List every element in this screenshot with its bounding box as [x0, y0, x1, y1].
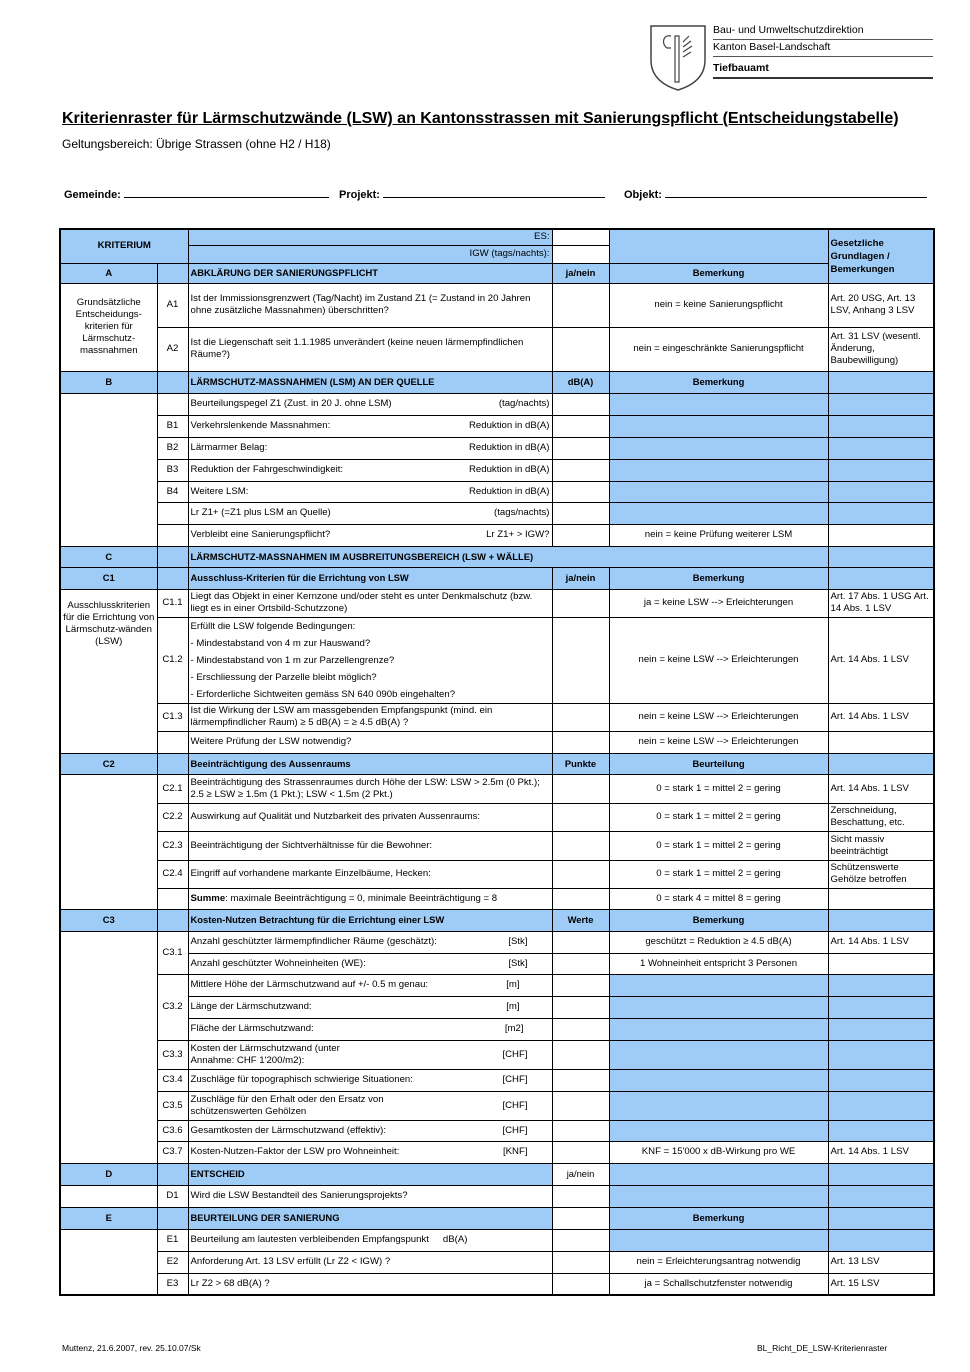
points-cell[interactable] — [552, 831, 609, 860]
row-id: B2 — [157, 437, 188, 459]
es-input[interactable] — [552, 229, 609, 245]
row-text: Lr Z2 > 68 dB(A) ? — [188, 1273, 552, 1295]
law-cell — [828, 1185, 934, 1207]
section-b-title: LÄRMSCHUTZ-MASSNAHMEN (LSM) AN DER QUELLE — [188, 371, 552, 393]
row-text-main: Lr Z1+ (=Z1 plus LSM an Quelle) — [190, 507, 331, 518]
row-text — [188, 996, 552, 1018]
law-cell — [828, 481, 934, 502]
row-text-main: Kosten-Nutzen-Faktor der LSW pro Wohneinheit: — [190, 1146, 400, 1157]
row-text — [188, 974, 552, 996]
row-text: Beeinträchtigung der Sichtverhältnisse für die Bewohner: — [188, 831, 552, 860]
value-cell[interactable] — [552, 393, 609, 415]
row-id: C1.2 — [157, 617, 188, 703]
row-unit: Reduktion in dB(A) — [468, 464, 550, 475]
value-cell[interactable] — [552, 1040, 609, 1069]
row-id: C1.1 — [157, 589, 188, 617]
row-text — [188, 459, 552, 481]
row-text-main: Reduktion der Fahrgeschwindigkeit: — [190, 464, 344, 475]
row-unit: Reduktion in dB(A) — [468, 420, 550, 431]
org-name-line1: Bau- und Umweltschutzdirektion — [713, 23, 933, 40]
row-unit: Reduktion in dB(A) — [468, 485, 550, 497]
remark-cell — [609, 481, 828, 502]
row-remark: nein = eingeschränkte Sanierungspflicht — [609, 327, 828, 371]
section-c3-bem: Bemerkung — [609, 909, 828, 931]
sum-text — [188, 888, 552, 909]
sum-description: : maximale Beeinträchtigung = 0, minimale Beeinträchtigung = 8 — [225, 892, 498, 904]
row-text: Weitere Prüfung der LSW notwendig? — [188, 731, 552, 753]
row-remark: KNF = 15'000 x dB-Wirkung pro WE — [609, 1141, 828, 1163]
basel-landschaft-crest-icon — [647, 22, 709, 92]
law-cell — [828, 888, 934, 909]
law-cell — [828, 1120, 934, 1141]
section-a-bem: Bemerkung — [609, 263, 828, 283]
row-law: Art. 20 USG, Art. 13 LSV, Anhang 3 LSV — [828, 283, 934, 327]
projekt-field[interactable] — [339, 186, 605, 201]
row-remark: 0 = stark 1 = mittel 2 = gering — [609, 831, 828, 860]
section-c1-col: ja/nein — [552, 567, 609, 589]
row-unit: dB(A) — [442, 1234, 468, 1245]
value-cell[interactable] — [552, 996, 609, 1018]
section-c1-bem: Bemerkung — [609, 567, 828, 589]
row-id — [157, 524, 188, 546]
gesetzliche-header: Gesetzliche Grundlagen / Bemerkungen — [828, 229, 934, 283]
row-id: C3.1 — [157, 931, 188, 974]
sum-label: Summe — [190, 892, 226, 904]
answer-cell[interactable] — [552, 1251, 609, 1273]
condition-item: - Mindestabstand von 1 m zur Parzellengrenze? — [190, 654, 395, 666]
value-cell[interactable] — [552, 974, 609, 996]
row-unit: [m2] — [504, 1023, 524, 1034]
row-unit: (tags/nachts) — [494, 507, 550, 518]
row-text-main: Anzahl geschützter Wohneinheiten (WE): — [190, 957, 366, 969]
law-cell — [828, 437, 934, 459]
row-remark: nein = keine Prüfung weiterer LSM — [609, 524, 828, 546]
remark-cell — [609, 459, 828, 481]
row-id: C1.3 — [157, 703, 188, 731]
value-cell[interactable] — [552, 1018, 609, 1040]
row-text — [188, 1040, 552, 1069]
org-name-line3: Tiefbauamt — [713, 61, 933, 79]
remark-cell — [609, 996, 828, 1018]
organization-block — [713, 23, 933, 79]
row-text: Beeinträchtigung des Strassenraumes durch Höhe der LSW: LSW > 2.5m (0 Pkt.); 2.5 ≥ LSW ≥ 1.5m (1 Pkt.); LSW < 1.5m (2 Pkt.) — [188, 774, 552, 803]
condition-intro: Erfüllt die LSW folgende Bedingungen: — [190, 620, 356, 632]
row-unit: [m] — [506, 1001, 520, 1012]
row-text-main: Zuschläge für den Erhalt oder den Ersatz von schützenswerten Gehölzen — [190, 1093, 384, 1117]
es-label: ES: — [188, 229, 552, 245]
row-id: B1 — [157, 415, 188, 437]
law-cell — [828, 1040, 934, 1069]
row-id: C3.5 — [157, 1091, 188, 1120]
row-remark: nein = keine LSW --> Erleichterungen — [609, 617, 828, 703]
row-text — [188, 953, 552, 974]
section-c3-code: C3 — [60, 909, 157, 931]
value-cell[interactable] — [552, 502, 609, 524]
row-text — [188, 437, 552, 459]
footer-date: Muttenz, 21.6.2007, rev. 25.10.07/Sk — [62, 1343, 201, 1353]
law-cell — [828, 953, 934, 974]
row-text — [188, 1091, 552, 1120]
row-id: B4 — [157, 481, 188, 502]
row-remark: nein = keine LSW --> Erleichterungen — [609, 703, 828, 731]
section-b-col: dB(A) — [552, 371, 609, 393]
row-unit: Lr Z1+ > IGW? — [486, 529, 550, 540]
value-cell[interactable] — [552, 1069, 609, 1091]
row-text: Liegt das Objekt in einer Kernzone und/oder steht es unter Denkmalschutz (bzw. liegt es in einer Ortsbild-Schutzzone) — [188, 589, 552, 617]
row-remark: ja = Schallschutzfenster notwendig — [609, 1273, 828, 1295]
answer-cell[interactable] — [552, 617, 609, 703]
points-cell[interactable] — [552, 774, 609, 803]
row-id: A1 — [157, 283, 188, 327]
row-text-main: Beurteilung am lautesten verbleibenden Empfangspunkt — [190, 1234, 429, 1245]
page-subtitle: Geltungsbereich: Übrige Strassen (ohne H2 / H18) — [62, 137, 331, 151]
criteria-table — [59, 228, 935, 1296]
condition-item: - Erschliessung der Parzelle bleibt möglich? — [190, 671, 377, 683]
remark-cell — [609, 974, 828, 996]
row-law: Zerschneidung, Beschattung, etc. — [828, 803, 934, 831]
section-a-code: A — [60, 263, 157, 283]
row-law: Art. 14 Abs. 1 LSV — [828, 931, 934, 953]
row-unit: [CHF] — [502, 1124, 528, 1136]
row-law: Sicht massiv beeinträchtigt — [828, 831, 934, 860]
law-cell — [828, 1091, 934, 1120]
section-d-col: ja/nein — [552, 1163, 609, 1185]
row-id: C3.7 — [157, 1141, 188, 1163]
remark-cell — [609, 393, 828, 415]
section-a-col: ja/nein — [552, 263, 609, 283]
row-text-main: Gesamtkosten der Lärmschutzwand (effektiv): — [190, 1124, 387, 1136]
section-c-code: C — [60, 546, 157, 567]
projekt-input-line[interactable] — [383, 186, 605, 198]
row-text-main: Verbleibt eine Sanierungspflicht? — [190, 529, 331, 540]
row-law: Art. 13 LSV — [828, 1251, 934, 1273]
value-cell[interactable] — [552, 1120, 609, 1141]
section-c1-code: C1 — [60, 567, 157, 589]
row-text — [188, 617, 552, 703]
value-cell[interactable] — [552, 459, 609, 481]
answer-cell[interactable] — [552, 283, 609, 327]
value-cell[interactable] — [552, 1091, 609, 1120]
row-id: B3 — [157, 459, 188, 481]
law-cell — [828, 393, 934, 415]
row-text — [188, 1069, 552, 1091]
value-cell[interactable] — [552, 1141, 609, 1163]
row-unit: [CHF] — [502, 1074, 528, 1085]
section-c1-title: Ausschluss-Kriterien für die Errichtung von LSW — [188, 567, 552, 589]
remark-cell — [609, 1120, 828, 1141]
row-id: E2 — [157, 1251, 188, 1273]
law-cell — [828, 524, 934, 546]
row-unit: [CHF] — [502, 1048, 528, 1060]
law-cell — [828, 502, 934, 524]
objekt-input-line[interactable] — [665, 186, 927, 198]
row-law: Schützenswerte Gehölze betroffen — [828, 860, 934, 888]
answer-cell[interactable] — [552, 731, 609, 753]
row-remark: 0 = stark 1 = mittel 2 = gering — [609, 774, 828, 803]
value-cell[interactable] — [552, 1229, 609, 1251]
answer-cell[interactable] — [552, 1185, 609, 1207]
section-c3-title: Kosten-Nutzen Betrachtung für die Errichtung einer LSW — [188, 909, 552, 931]
law-cell — [828, 731, 934, 753]
gemeinde-field[interactable] — [64, 186, 329, 201]
row-id: C3.3 — [157, 1040, 188, 1069]
row-law: Art. 31 LSV (wesentl. Änderung, Baubewilligung) — [828, 327, 934, 371]
row-unit: Reduktion in dB(A) — [468, 442, 550, 453]
section-e-code: E — [60, 1207, 157, 1229]
remark-cell — [609, 502, 828, 524]
row-id: C3.4 — [157, 1069, 188, 1091]
row-text — [188, 393, 552, 415]
remark-cell — [609, 1185, 828, 1207]
value-cell[interactable] — [552, 437, 609, 459]
row-text-main: Mittlere Höhe der Lärmschutzwand auf +/- 0.5 m genau: — [190, 979, 429, 990]
law-cell — [828, 996, 934, 1018]
points-cell[interactable] — [552, 860, 609, 888]
remark-cell — [609, 1040, 828, 1069]
row-id: A2 — [157, 327, 188, 371]
row-text: Anforderung Art. 13 LSV erfüllt (Lr Z2 < IGW) ? — [188, 1251, 552, 1273]
footer-filename: BL_Richt_DE_LSW-Kriterienraster — [757, 1343, 888, 1353]
row-id: E1 — [157, 1229, 188, 1251]
answer-cell[interactable] — [552, 327, 609, 371]
row-text: Auswirkung auf Qualität und Nutzbarkeit des privaten Aussenraums: — [188, 803, 552, 831]
section-c2-bem: Beurteilung — [609, 753, 828, 774]
kriterium-header: KRITERIUM — [60, 229, 188, 263]
row-remark: nein = keine LSW --> Erleichterungen — [609, 731, 828, 753]
row-id: C2.2 — [157, 803, 188, 831]
row-text — [188, 1141, 552, 1163]
org-name-line2: Kanton Basel-Landschaft — [713, 40, 933, 57]
row-text: Ist die Liegenschaft seit 1.1.1985 unverändert (keine neuen lärmempfindlichen Räume?) — [188, 327, 552, 371]
value-cell[interactable] — [552, 931, 609, 953]
row-text — [188, 481, 552, 502]
row-law: Art. 14 Abs. 1 LSV — [828, 1141, 934, 1163]
row-text — [188, 931, 552, 953]
section-c2-code: C2 — [60, 753, 157, 774]
row-law: Art. 14 Abs. 1 LSV — [828, 617, 934, 703]
law-cell — [828, 974, 934, 996]
section-c3-col: Werte — [552, 909, 609, 931]
answer-cell[interactable] — [552, 589, 609, 617]
row-text-main: Fläche der Lärmschutzwand: — [190, 1023, 314, 1034]
law-cell — [828, 1069, 934, 1091]
row-text-main: Anzahl geschützter lärmempfindlicher Räume (geschätzt): — [190, 936, 437, 947]
row-unit: [KNF] — [502, 1146, 528, 1157]
row-unit: [Stk] — [508, 957, 528, 969]
section-b-bem: Bemerkung — [609, 371, 828, 393]
section-d-title: ENTSCHEID — [188, 1163, 552, 1185]
objekt-label: Objekt: — [624, 189, 662, 201]
row-id — [157, 502, 188, 524]
row-id: C2.1 — [157, 774, 188, 803]
projekt-label: Projekt: — [339, 189, 380, 201]
row-unit: [m] — [506, 979, 520, 990]
law-cell — [828, 415, 934, 437]
section-a-group-label: Grundsätzliche Entscheidungs-kriterien für Lärmschutz-massnahmen — [60, 283, 157, 371]
page-title: Kriterienraster für Lärmschutzwände (LSW) an Kantonsstrassen mit Sanierungspflicht (Entscheidungstabelle) — [62, 110, 899, 127]
row-unit: [Stk] — [508, 936, 528, 947]
remark-cell — [609, 1091, 828, 1120]
igw-label: IGW (tags/nachts): — [188, 245, 552, 263]
row-unit: (tag/nachts) — [498, 398, 550, 409]
condition-item: - Mindestabstand von 4 m zur Hauswand? — [190, 637, 371, 649]
row-remark: 0 = stark 1 = mittel 2 = gering — [609, 803, 828, 831]
section-c2-col: Punkte — [552, 753, 609, 774]
row-text — [188, 1018, 552, 1040]
row-remark: 0 = stark 1 = mittel 2 = gering — [609, 860, 828, 888]
igw-input[interactable] — [552, 245, 609, 263]
row-remark: nein = Erleichterungsantrag notwendig — [609, 1251, 828, 1273]
row-text — [188, 1120, 552, 1141]
row-id: C2.4 — [157, 860, 188, 888]
remark-cell — [609, 1229, 828, 1251]
value-cell[interactable] — [552, 524, 609, 546]
row-remark: ja = keine LSW --> Erleichterungen — [609, 589, 828, 617]
row-text-main: Weitere LSM: — [190, 485, 249, 497]
row-text: Ist die Wirkung der LSW am massgebenden Empfangspunkt (mind. ein lärmempfindlicher Raum) ≥ 5 dB(A) = ≥ 4.5 dB(A) ? — [188, 703, 552, 731]
row-law: Art. 14 Abs. 1 LSV — [828, 774, 934, 803]
law-cell — [828, 459, 934, 481]
section-b-code: B — [60, 371, 157, 393]
remark-cell — [609, 437, 828, 459]
answer-cell[interactable] — [552, 703, 609, 731]
row-remark: geschützt = Reduktion ≥ 4.5 dB(A) — [609, 931, 828, 953]
row-law: Art. 14 Abs. 1 LSV — [828, 703, 934, 731]
row-unit: [CHF] — [502, 1099, 528, 1111]
row-id — [157, 393, 188, 415]
law-cell — [828, 1018, 934, 1040]
row-id: C3.2 — [157, 974, 188, 1040]
answer-cell[interactable] — [552, 1273, 609, 1295]
row-text — [188, 524, 552, 546]
row-remark: 1 Wohneinheit entspricht 3 Personen — [609, 953, 828, 974]
row-id: D1 — [157, 1185, 188, 1207]
row-law: Art. 15 LSV — [828, 1273, 934, 1295]
row-text: Wird die LSW Bestandteil des Sanierungsprojekts? — [188, 1185, 552, 1207]
value-cell[interactable] — [552, 481, 609, 502]
row-law: Art. 17 Abs. 1 USG Art. 14 Abs. 1 LSV — [828, 589, 934, 617]
row-text — [188, 1229, 552, 1251]
row-remark: 0 = stark 4 = mittel 8 = gering — [609, 888, 828, 909]
row-text: Ist der Immissionsgrenzwert (Tag/Nacht) im Zustand Z1 (= Zustand in 20 Jahren ohne zusätzliche Massnahmen) überschritten? — [188, 283, 552, 327]
row-id: C3.6 — [157, 1120, 188, 1141]
row-text-main: Lärmarmer Belag: — [190, 442, 268, 453]
row-id: C2.3 — [157, 831, 188, 860]
row-text — [188, 415, 552, 437]
points-cell[interactable] — [552, 888, 609, 909]
gemeinde-label: Gemeinde: — [64, 189, 121, 201]
remark-cell — [609, 1069, 828, 1091]
section-e-title: BEURTEILUNG DER SANIERUNG — [188, 1207, 552, 1229]
section-d-code: D — [60, 1163, 157, 1185]
section-e-bem: Bemerkung — [609, 1207, 828, 1229]
remark-cell — [609, 1018, 828, 1040]
section-a-title: ABKLÄRUNG DER SANIERUNGSPFLICHT — [188, 263, 552, 283]
remark-cell — [609, 415, 828, 437]
row-text-main: Beurteilungspegel Z1 (Zust. in 20 J. ohne LSM) — [190, 398, 392, 409]
section-c1-group-label: Ausschlusskriterien für die Errichtung von Lärmschutz-wänden (LSW) — [60, 589, 157, 753]
condition-item: - Erforderliche Sichtweiten gemäss SN 640 090b eingehalten? — [190, 688, 456, 700]
row-text-main: Zuschläge für topographisch schwierige Situationen: — [190, 1074, 413, 1085]
points-cell[interactable] — [552, 803, 609, 831]
row-text-main: Verkehrslenkende Massnahmen: — [190, 420, 331, 431]
row-text: Eingriff auf vorhandene markante Einzelbäume, Hecken: — [188, 860, 552, 888]
law-cell — [828, 1229, 934, 1251]
section-c-title: LÄRMSCHUTZ-MASSNAHMEN IM AUSBREITUNGSBEREICH (LSW + WÄLLE) — [188, 546, 828, 567]
gemeinde-input-line[interactable] — [124, 186, 329, 198]
header-blank — [609, 229, 828, 263]
value-cell[interactable] — [552, 415, 609, 437]
section-c2-title: Beeinträchtigung des Aussenraums — [188, 753, 552, 774]
row-text — [188, 502, 552, 524]
row-id: E3 — [157, 1273, 188, 1295]
row-remark: nein = keine Sanierungspflicht — [609, 283, 828, 327]
objekt-field[interactable] — [624, 186, 927, 201]
row-text-main: Kosten der Lärmschutzwand (unter Annahme: CHF 1'200/m2): — [190, 1042, 340, 1066]
row-text-main: Länge der Lärmschutzwand: — [190, 1001, 312, 1012]
value-cell[interactable] — [552, 953, 609, 974]
